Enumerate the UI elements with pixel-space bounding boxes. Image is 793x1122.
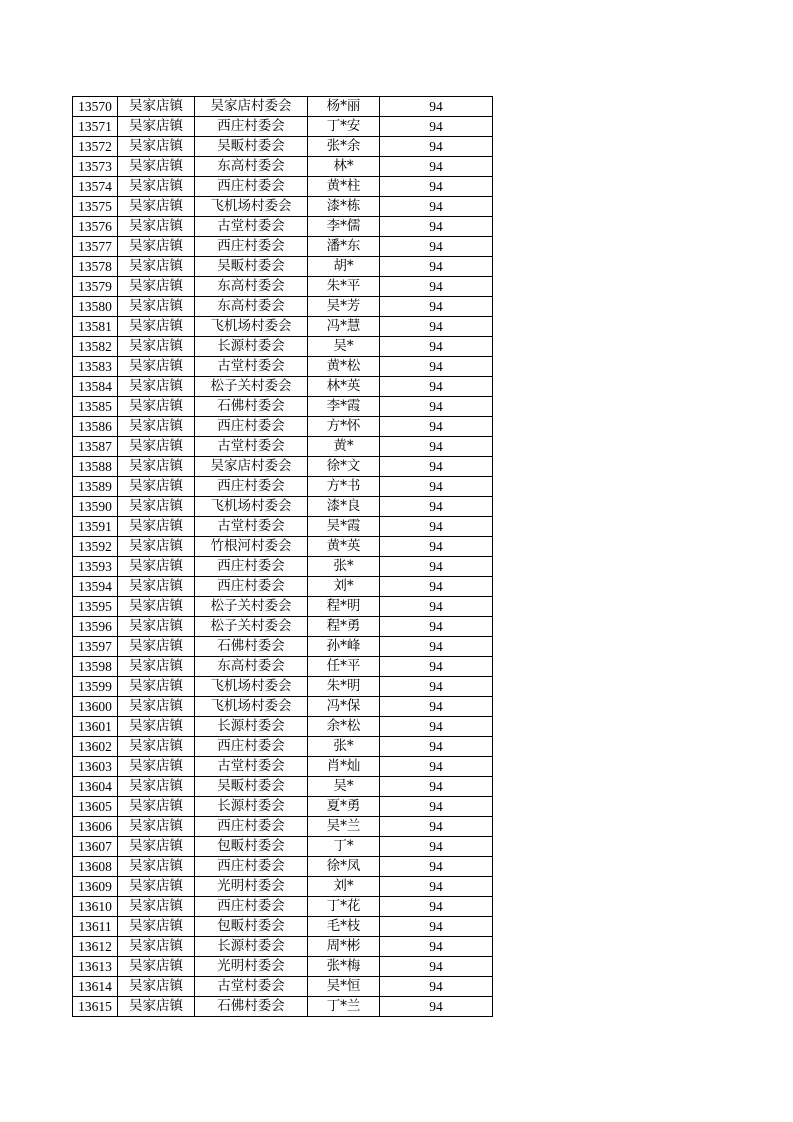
town-cell: 吴家店镇 xyxy=(118,317,195,337)
name-cell: 徐*文 xyxy=(308,457,380,477)
town-cell: 吴家店镇 xyxy=(118,457,195,477)
village-committee-cell: 西庄村委会 xyxy=(195,477,308,497)
name-cell: 丁* xyxy=(308,837,380,857)
village-committee-cell: 西庄村委会 xyxy=(195,577,308,597)
table-row xyxy=(73,517,493,537)
row-number: 13588 xyxy=(73,457,118,477)
village-committee-cell: 西庄村委会 xyxy=(195,857,308,877)
name-cell: 吴*霞 xyxy=(308,517,380,537)
name-cell: 刘* xyxy=(308,877,380,897)
town-cell: 吴家店镇 xyxy=(118,477,195,497)
table-row xyxy=(73,757,493,777)
village-committee-cell: 东高村委会 xyxy=(195,157,308,177)
row-number: 13610 xyxy=(73,897,118,917)
town-cell: 吴家店镇 xyxy=(118,217,195,237)
score-cell: 94 xyxy=(380,957,493,977)
row-number: 13604 xyxy=(73,777,118,797)
village-committee-cell: 西庄村委会 xyxy=(195,177,308,197)
score-cell: 94 xyxy=(380,197,493,217)
table-row xyxy=(73,97,493,117)
row-number: 13589 xyxy=(73,477,118,497)
town-cell: 吴家店镇 xyxy=(118,397,195,417)
table-row xyxy=(73,837,493,857)
score-cell: 94 xyxy=(380,457,493,477)
town-cell: 吴家店镇 xyxy=(118,737,195,757)
name-cell: 朱*平 xyxy=(308,277,380,297)
name-cell: 黄* xyxy=(308,437,380,457)
village-committee-cell: 飞机场村委会 xyxy=(195,497,308,517)
village-committee-cell: 包畈村委会 xyxy=(195,837,308,857)
town-cell: 吴家店镇 xyxy=(118,157,195,177)
village-committee-cell: 东高村委会 xyxy=(195,297,308,317)
village-committee-cell: 古堂村委会 xyxy=(195,357,308,377)
score-cell: 94 xyxy=(380,637,493,657)
town-cell: 吴家店镇 xyxy=(118,957,195,977)
name-cell: 黄*松 xyxy=(308,357,380,377)
score-cell: 94 xyxy=(380,97,493,117)
town-cell: 吴家店镇 xyxy=(118,637,195,657)
name-cell: 程*明 xyxy=(308,597,380,617)
row-number: 13611 xyxy=(73,917,118,937)
name-cell: 冯*慧 xyxy=(308,317,380,337)
table-row xyxy=(73,777,493,797)
table-row xyxy=(73,617,493,637)
name-cell: 方*怀 xyxy=(308,417,380,437)
table-row xyxy=(73,897,493,917)
name-cell: 丁*兰 xyxy=(308,997,380,1017)
village-committee-cell: 长源村委会 xyxy=(195,717,308,737)
score-cell: 94 xyxy=(380,937,493,957)
row-number: 13593 xyxy=(73,557,118,577)
name-cell: 黄*英 xyxy=(308,537,380,557)
table-row xyxy=(73,457,493,477)
village-committee-cell: 西庄村委会 xyxy=(195,557,308,577)
score-cell: 94 xyxy=(380,357,493,377)
score-cell: 94 xyxy=(380,177,493,197)
row-number: 13614 xyxy=(73,977,118,997)
score-cell: 94 xyxy=(380,737,493,757)
village-committee-cell: 石佛村委会 xyxy=(195,637,308,657)
town-cell: 吴家店镇 xyxy=(118,417,195,437)
score-cell: 94 xyxy=(380,677,493,697)
table-row xyxy=(73,437,493,457)
score-cell: 94 xyxy=(380,377,493,397)
score-cell: 94 xyxy=(380,877,493,897)
row-number: 13603 xyxy=(73,757,118,777)
name-cell: 肖*灿 xyxy=(308,757,380,777)
score-cell: 94 xyxy=(380,817,493,837)
score-cell: 94 xyxy=(380,417,493,437)
name-cell: 方*书 xyxy=(308,477,380,497)
name-cell: 冯*保 xyxy=(308,697,380,717)
town-cell: 吴家店镇 xyxy=(118,797,195,817)
town-cell: 吴家店镇 xyxy=(118,777,195,797)
name-cell: 张*余 xyxy=(308,137,380,157)
village-committee-cell: 飞机场村委会 xyxy=(195,197,308,217)
town-cell: 吴家店镇 xyxy=(118,577,195,597)
town-cell: 吴家店镇 xyxy=(118,977,195,997)
row-number: 13615 xyxy=(73,997,118,1017)
row-number: 13594 xyxy=(73,577,118,597)
town-cell: 吴家店镇 xyxy=(118,997,195,1017)
roster-table-body xyxy=(73,97,493,1017)
name-cell: 孙*峰 xyxy=(308,637,380,657)
village-committee-cell: 石佛村委会 xyxy=(195,397,308,417)
name-cell: 胡* xyxy=(308,257,380,277)
town-cell: 吴家店镇 xyxy=(118,817,195,837)
village-committee-cell: 松子关村委会 xyxy=(195,617,308,637)
row-number: 13601 xyxy=(73,717,118,737)
row-number: 13606 xyxy=(73,817,118,837)
score-cell: 94 xyxy=(380,557,493,577)
score-cell: 94 xyxy=(380,337,493,357)
name-cell: 林* xyxy=(308,157,380,177)
row-number: 13586 xyxy=(73,417,118,437)
village-committee-cell: 包畈村委会 xyxy=(195,917,308,937)
town-cell: 吴家店镇 xyxy=(118,857,195,877)
village-committee-cell: 吴畈村委会 xyxy=(195,257,308,277)
village-committee-cell: 西庄村委会 xyxy=(195,897,308,917)
row-number: 13581 xyxy=(73,317,118,337)
town-cell: 吴家店镇 xyxy=(118,197,195,217)
table-row xyxy=(73,717,493,737)
row-number: 13595 xyxy=(73,597,118,617)
table-row xyxy=(73,997,493,1017)
row-number: 13579 xyxy=(73,277,118,297)
table-row xyxy=(73,697,493,717)
score-cell: 94 xyxy=(380,477,493,497)
table-row xyxy=(73,237,493,257)
town-cell: 吴家店镇 xyxy=(118,357,195,377)
score-cell: 94 xyxy=(380,497,493,517)
score-cell: 94 xyxy=(380,897,493,917)
town-cell: 吴家店镇 xyxy=(118,377,195,397)
village-committee-cell: 飞机场村委会 xyxy=(195,317,308,337)
score-cell: 94 xyxy=(380,857,493,877)
score-cell: 94 xyxy=(380,217,493,237)
town-cell: 吴家店镇 xyxy=(118,237,195,257)
score-cell: 94 xyxy=(380,157,493,177)
table-row xyxy=(73,397,493,417)
town-cell: 吴家店镇 xyxy=(118,697,195,717)
name-cell: 漆*栋 xyxy=(308,197,380,217)
row-number: 13608 xyxy=(73,857,118,877)
name-cell: 任*平 xyxy=(308,657,380,677)
table-row xyxy=(73,977,493,997)
table-row xyxy=(73,197,493,217)
village-committee-cell: 古堂村委会 xyxy=(195,437,308,457)
village-committee-cell: 吴畈村委会 xyxy=(195,777,308,797)
name-cell: 夏*勇 xyxy=(308,797,380,817)
score-cell: 94 xyxy=(380,917,493,937)
row-number: 13577 xyxy=(73,237,118,257)
name-cell: 张*梅 xyxy=(308,957,380,977)
score-cell: 94 xyxy=(380,537,493,557)
name-cell: 丁*花 xyxy=(308,897,380,917)
town-cell: 吴家店镇 xyxy=(118,137,195,157)
village-committee-cell: 西庄村委会 xyxy=(195,237,308,257)
name-cell: 吴* xyxy=(308,777,380,797)
roster-sheet xyxy=(72,96,493,1017)
village-committee-cell: 古堂村委会 xyxy=(195,217,308,237)
roster-table xyxy=(72,96,493,1017)
name-cell: 毛*枝 xyxy=(308,917,380,937)
row-number: 13590 xyxy=(73,497,118,517)
row-number: 13572 xyxy=(73,137,118,157)
village-committee-cell: 西庄村委会 xyxy=(195,817,308,837)
row-number: 13600 xyxy=(73,697,118,717)
name-cell: 朱*明 xyxy=(308,677,380,697)
table-row xyxy=(73,317,493,337)
table-row xyxy=(73,417,493,437)
table-row xyxy=(73,797,493,817)
village-committee-cell: 古堂村委会 xyxy=(195,757,308,777)
village-committee-cell: 吴畈村委会 xyxy=(195,137,308,157)
score-cell: 94 xyxy=(380,237,493,257)
row-number: 13574 xyxy=(73,177,118,197)
village-committee-cell: 西庄村委会 xyxy=(195,417,308,437)
village-committee-cell: 长源村委会 xyxy=(195,337,308,357)
village-committee-cell: 吴家店村委会 xyxy=(195,97,308,117)
village-committee-cell: 古堂村委会 xyxy=(195,517,308,537)
village-committee-cell: 飞机场村委会 xyxy=(195,677,308,697)
score-cell: 94 xyxy=(380,757,493,777)
row-number: 13599 xyxy=(73,677,118,697)
score-cell: 94 xyxy=(380,697,493,717)
town-cell: 吴家店镇 xyxy=(118,497,195,517)
row-number: 13575 xyxy=(73,197,118,217)
table-row xyxy=(73,337,493,357)
name-cell: 吴*芳 xyxy=(308,297,380,317)
town-cell: 吴家店镇 xyxy=(118,917,195,937)
score-cell: 94 xyxy=(380,577,493,597)
town-cell: 吴家店镇 xyxy=(118,557,195,577)
table-row xyxy=(73,637,493,657)
name-cell: 林*英 xyxy=(308,377,380,397)
village-committee-cell: 长源村委会 xyxy=(195,797,308,817)
table-row xyxy=(73,377,493,397)
village-committee-cell: 吴家店村委会 xyxy=(195,457,308,477)
town-cell: 吴家店镇 xyxy=(118,437,195,457)
table-row xyxy=(73,557,493,577)
row-number: 13570 xyxy=(73,97,118,117)
table-row xyxy=(73,597,493,617)
score-cell: 94 xyxy=(380,837,493,857)
name-cell: 吴*兰 xyxy=(308,817,380,837)
table-row xyxy=(73,937,493,957)
village-committee-cell: 东高村委会 xyxy=(195,657,308,677)
name-cell: 杨*丽 xyxy=(308,97,380,117)
name-cell: 徐*凤 xyxy=(308,857,380,877)
row-number: 13609 xyxy=(73,877,118,897)
score-cell: 94 xyxy=(380,597,493,617)
name-cell: 李*儒 xyxy=(308,217,380,237)
score-cell: 94 xyxy=(380,257,493,277)
town-cell: 吴家店镇 xyxy=(118,277,195,297)
table-row xyxy=(73,477,493,497)
table-row xyxy=(73,877,493,897)
score-cell: 94 xyxy=(380,977,493,997)
score-cell: 94 xyxy=(380,317,493,337)
town-cell: 吴家店镇 xyxy=(118,177,195,197)
table-row xyxy=(73,157,493,177)
table-row xyxy=(73,577,493,597)
town-cell: 吴家店镇 xyxy=(118,657,195,677)
score-cell: 94 xyxy=(380,297,493,317)
score-cell: 94 xyxy=(380,437,493,457)
row-number: 13580 xyxy=(73,297,118,317)
village-committee-cell: 竹根河村委会 xyxy=(195,537,308,557)
row-number: 13582 xyxy=(73,337,118,357)
row-number: 13576 xyxy=(73,217,118,237)
town-cell: 吴家店镇 xyxy=(118,677,195,697)
row-number: 13585 xyxy=(73,397,118,417)
table-row xyxy=(73,137,493,157)
town-cell: 吴家店镇 xyxy=(118,617,195,637)
score-cell: 94 xyxy=(380,117,493,137)
town-cell: 吴家店镇 xyxy=(118,517,195,537)
village-committee-cell: 飞机场村委会 xyxy=(195,697,308,717)
town-cell: 吴家店镇 xyxy=(118,97,195,117)
name-cell: 张* xyxy=(308,557,380,577)
row-number: 13583 xyxy=(73,357,118,377)
name-cell: 李*霞 xyxy=(308,397,380,417)
row-number: 13605 xyxy=(73,797,118,817)
table-row xyxy=(73,657,493,677)
town-cell: 吴家店镇 xyxy=(118,537,195,557)
table-row xyxy=(73,357,493,377)
town-cell: 吴家店镇 xyxy=(118,597,195,617)
town-cell: 吴家店镇 xyxy=(118,757,195,777)
score-cell: 94 xyxy=(380,797,493,817)
row-number: 13592 xyxy=(73,537,118,557)
town-cell: 吴家店镇 xyxy=(118,877,195,897)
row-number: 13573 xyxy=(73,157,118,177)
name-cell: 张* xyxy=(308,737,380,757)
row-number: 13598 xyxy=(73,657,118,677)
table-row xyxy=(73,677,493,697)
row-number: 13607 xyxy=(73,837,118,857)
score-cell: 94 xyxy=(380,617,493,637)
table-row xyxy=(73,857,493,877)
town-cell: 吴家店镇 xyxy=(118,297,195,317)
name-cell: 吴* xyxy=(308,337,380,357)
score-cell: 94 xyxy=(380,717,493,737)
score-cell: 94 xyxy=(380,517,493,537)
score-cell: 94 xyxy=(380,397,493,417)
village-committee-cell: 松子关村委会 xyxy=(195,597,308,617)
town-cell: 吴家店镇 xyxy=(118,257,195,277)
town-cell: 吴家店镇 xyxy=(118,897,195,917)
town-cell: 吴家店镇 xyxy=(118,717,195,737)
name-cell: 程*勇 xyxy=(308,617,380,637)
score-cell: 94 xyxy=(380,137,493,157)
name-cell: 余*松 xyxy=(308,717,380,737)
row-number: 13597 xyxy=(73,637,118,657)
row-number: 13578 xyxy=(73,257,118,277)
village-committee-cell: 松子关村委会 xyxy=(195,377,308,397)
score-cell: 94 xyxy=(380,657,493,677)
row-number: 13612 xyxy=(73,937,118,957)
table-row xyxy=(73,217,493,237)
name-cell: 漆*良 xyxy=(308,497,380,517)
table-row xyxy=(73,497,493,517)
table-row xyxy=(73,957,493,977)
town-cell: 吴家店镇 xyxy=(118,937,195,957)
score-cell: 94 xyxy=(380,997,493,1017)
table-row xyxy=(73,537,493,557)
town-cell: 吴家店镇 xyxy=(118,837,195,857)
table-row xyxy=(73,737,493,757)
table-row xyxy=(73,297,493,317)
table-row xyxy=(73,917,493,937)
name-cell: 潘*东 xyxy=(308,237,380,257)
score-cell: 94 xyxy=(380,277,493,297)
name-cell: 周*彬 xyxy=(308,937,380,957)
table-row xyxy=(73,117,493,137)
village-committee-cell: 西庄村委会 xyxy=(195,737,308,757)
row-number: 13596 xyxy=(73,617,118,637)
village-committee-cell: 长源村委会 xyxy=(195,937,308,957)
row-number: 13584 xyxy=(73,377,118,397)
village-committee-cell: 西庄村委会 xyxy=(195,117,308,137)
name-cell: 丁*安 xyxy=(308,117,380,137)
table-row xyxy=(73,817,493,837)
name-cell: 刘* xyxy=(308,577,380,597)
town-cell: 吴家店镇 xyxy=(118,117,195,137)
name-cell: 黄*柱 xyxy=(308,177,380,197)
score-cell: 94 xyxy=(380,777,493,797)
row-number: 13602 xyxy=(73,737,118,757)
village-committee-cell: 石佛村委会 xyxy=(195,997,308,1017)
village-committee-cell: 光明村委会 xyxy=(195,877,308,897)
row-number: 13591 xyxy=(73,517,118,537)
village-committee-cell: 东高村委会 xyxy=(195,277,308,297)
village-committee-cell: 古堂村委会 xyxy=(195,977,308,997)
village-committee-cell: 光明村委会 xyxy=(195,957,308,977)
town-cell: 吴家店镇 xyxy=(118,337,195,357)
name-cell: 吴*恒 xyxy=(308,977,380,997)
table-row xyxy=(73,277,493,297)
row-number: 13613 xyxy=(73,957,118,977)
row-number: 13571 xyxy=(73,117,118,137)
table-row xyxy=(73,177,493,197)
row-number: 13587 xyxy=(73,437,118,457)
table-row xyxy=(73,257,493,277)
